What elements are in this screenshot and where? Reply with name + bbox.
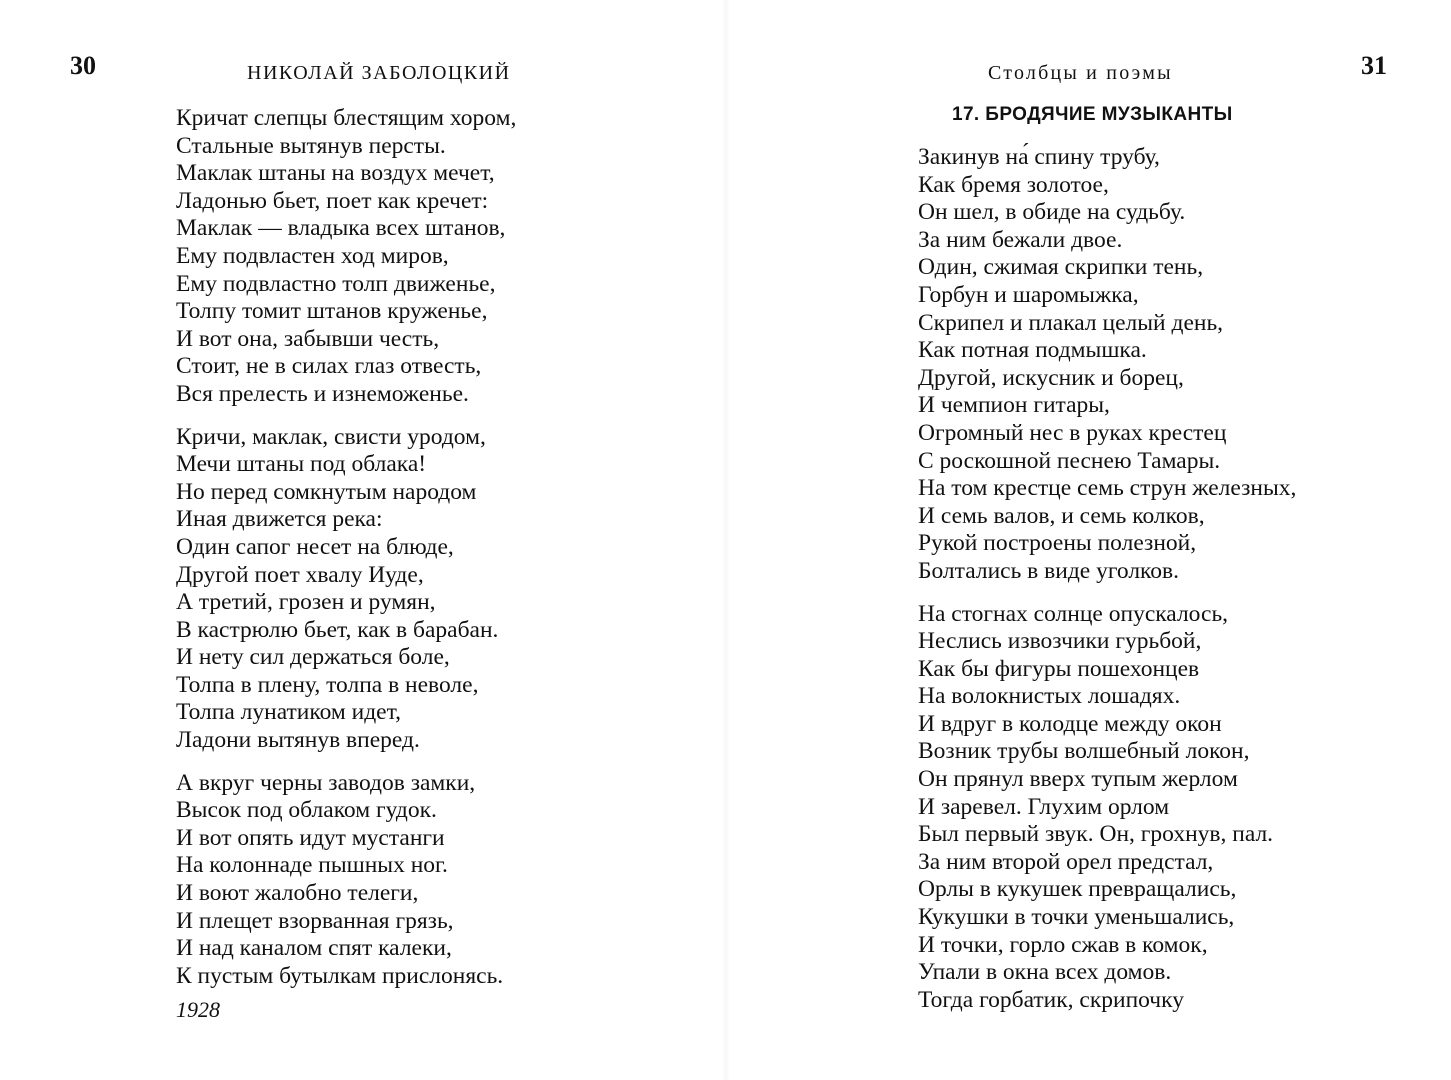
verse-line: Кричи, маклак, свисти уродом, [176, 423, 486, 450]
verse-line: Толпа в плену, толпа в неволе, [176, 671, 479, 698]
stanza [176, 105, 516, 409]
verse-line: Иная движется река: [176, 506, 383, 533]
verse-line: Один сапог несет на блюде, [176, 533, 454, 560]
verse-line: Один, сжимая скрипки тень, [918, 254, 1204, 281]
verse-line: Был первый звук. Он, грохнув, пал. [918, 821, 1274, 848]
verse-line: С роскошной песнею Тамары. [918, 447, 1221, 474]
verse-line: Стоит, не в силах глаз отвесть, [176, 353, 482, 380]
left-running-head: НИКОЛАЙ ЗАБОЛОЦКИЙ [247, 62, 511, 84]
stanza [918, 601, 1296, 1015]
verse-line: За ним бежали двое. [918, 226, 1123, 253]
verse-line: Как бы фигуры пошехонцев [918, 655, 1200, 682]
verse-line: И заревел. Глухим орлом [918, 793, 1170, 820]
verse-line: И воют жалобно телеги, [176, 880, 419, 907]
verse-line: Другой поет хвалу Иуде, [176, 561, 424, 588]
verse-line: Как потная подмышка. [918, 337, 1147, 364]
verse-line: Он прянул вверх тупым жерлом [918, 766, 1238, 793]
verse-line: Он шел, в обиде на судьбу. [918, 199, 1186, 226]
verse-line: За ним второй орел предстал, [918, 848, 1214, 875]
stanza [176, 424, 516, 755]
verse-line: Скрипел и плакал целый день, [918, 309, 1224, 336]
verse-line: И точки, горло сжав в комок, [918, 931, 1208, 958]
verse-line: А вкруг черны заводов замки, [176, 769, 476, 796]
verse-line: Горбун и шаромыжка, [918, 281, 1139, 308]
poem-date: 1928 [176, 997, 220, 1022]
verse-line: На волокнистых лошадях. [918, 683, 1181, 710]
verse-line: Орлы в кукушек превращались, [918, 876, 1237, 903]
verse-line: К пустым бутылкам прислонясь. [176, 962, 504, 989]
verse-line: Рукой построены полезной, [918, 530, 1197, 557]
verse-line: На стогнах солнце опускалось, [918, 600, 1229, 627]
book-gutter [722, 0, 730, 1080]
poem-title: 17. БРОДЯЧИЕ МУЗЫКАНТЫ [952, 104, 1233, 125]
verse-line: Вся прелесть и изнеможенье. [176, 380, 469, 407]
verse-line: В кастрюлю бьет, как в барабан. [176, 616, 499, 643]
verse-line: Тогда горбатик, скрипочку [918, 986, 1184, 1013]
verse-line: Ему подвластен ход миров, [176, 242, 449, 269]
verse-line: И семь валов, и семь колков, [918, 502, 1205, 529]
verse-line: И вот опять идут мустанги [176, 824, 445, 851]
verse-line: Ладонью бьет, поет как кречет: [176, 187, 489, 214]
verse-line: Неслись извозчики гурьбой, [918, 628, 1202, 655]
verse-line: Закинув на́ спину трубу, [918, 144, 1160, 170]
verse-line: И нету сил держаться боле, [176, 644, 450, 671]
verse-line: На колоннаде пышных ног. [176, 852, 448, 879]
verse-line: Но перед сомкнутым народом [176, 478, 477, 505]
verse-line: И плещет взорванная грязь, [176, 907, 454, 934]
verse-line: И над каналом спят калеки, [176, 935, 452, 962]
left-page-number: 30 [70, 51, 96, 80]
right-page-number: 31 [1361, 51, 1387, 80]
verse-line: Другой, искусник и борец, [918, 364, 1184, 391]
stanza [918, 144, 1296, 586]
verse-line: Ладони вытянув вперед. [176, 727, 420, 754]
verse-line: Возник трубы волшебный локон, [918, 738, 1250, 765]
verse-line: Кукушки в точки уменьшались, [918, 904, 1235, 931]
verse-line: И чемпион гитары, [918, 392, 1110, 419]
right-poem-text [918, 144, 1296, 1029]
verse-line: Как бремя золотое, [918, 171, 1109, 198]
verse-line: Ему подвластно толп движенье, [176, 270, 496, 297]
verse-line: Болтались в виде уголков. [918, 557, 1180, 584]
verse-line: Высок под облаком гудок. [176, 797, 437, 824]
verse-line: Маклак — владыка всех штанов, [176, 215, 506, 242]
verse-line: И вот она, забывши честь, [176, 325, 440, 352]
verse-line: Стальные вытянув персты. [176, 132, 446, 159]
left-poem-text [176, 105, 516, 1005]
stanza [176, 770, 516, 991]
verse-line: Упали в окна всех домов. [918, 959, 1172, 986]
right-running-head: Столбцы и поэмы [988, 62, 1173, 84]
verse-line: Маклак штаны на воздух мечет, [176, 160, 495, 187]
verse-line: Мечи штаны под облака! [176, 451, 427, 478]
verse-line: На том крестце семь струн железных, [918, 475, 1297, 502]
verse-line: Толпу томит штанов круженье, [176, 298, 488, 325]
verse-line: Толпа лунатиком идет, [176, 699, 401, 726]
verse-line: А третий, грозен и румян, [176, 589, 436, 616]
verse-line: И вдруг в колодце между окон [918, 710, 1222, 737]
verse-line: Огромный нес в руках крестец [918, 419, 1227, 446]
verse-line: Кричат слепцы блестящим хором, [176, 105, 517, 131]
